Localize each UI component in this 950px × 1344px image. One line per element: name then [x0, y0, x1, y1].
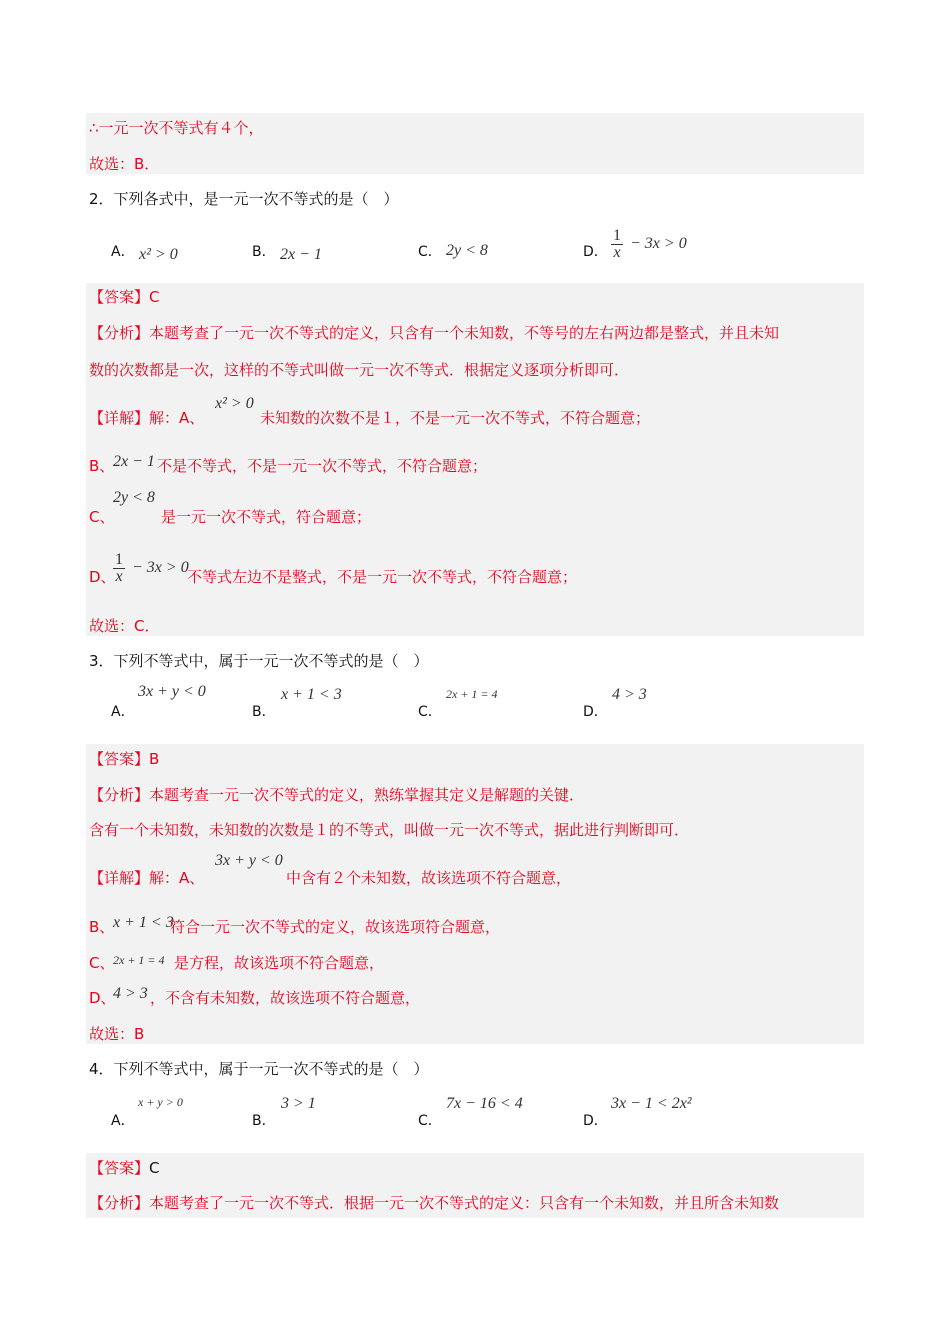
q2-detail-b-prefix: B、	[89, 457, 115, 475]
q3-option-b-label: B．	[252, 704, 276, 720]
q2-option-c-math: 2y < 8	[446, 242, 488, 259]
q2-detail-prefix: 【详解】解：A、	[89, 409, 205, 427]
q3-detail-d-prefix: D、	[89, 989, 116, 1007]
q3-option-d-label: D．	[583, 704, 608, 720]
q2-detail-d-fraction: $\frac{1}{x}$	[115, 551, 123, 585]
q2-option-a-label: A．	[111, 244, 135, 260]
q3-analysis-line1: 【分析】本题考查一元一次不等式的定义，熟练掌握其定义是解题的关键．	[89, 786, 585, 804]
q4-answer-value: C	[149, 1159, 160, 1177]
q4-answer	[89, 1158, 160, 1178]
q3-detail-b-text: 符合一元一次不等式的定义，故该选项符合题意，	[170, 918, 501, 936]
q3-option-b-math: x + 1 < 3	[281, 686, 342, 703]
q3-detail-b-math: x + 1 < 3	[113, 914, 174, 931]
prev-choice-line: 故选：B．	[89, 155, 160, 173]
q4-option-b-math: 3 > 1	[281, 1095, 316, 1112]
q4-analysis-line1: 【分析】本题考查了一元一次不等式．根据一元一次不等式的定义：只含有一个未知数，并且所含未知数	[89, 1194, 780, 1212]
prev-conclusion-line: ∴一元一次不等式有４个，	[89, 119, 264, 137]
q3-option-a-label: A．	[111, 704, 135, 720]
q2-detail-d-text: 不等式左边不是整式，不是一元一次不等式，不符合题意；	[187, 568, 578, 586]
q4-option-d-math: 3x − 1 < 2x²	[611, 1095, 692, 1112]
q2-detail-d-math: $\frac{1}{x}$ − 3x > 0	[115, 551, 189, 585]
q4-answer-tag: 【答案】	[89, 1159, 150, 1177]
q3-detail-d-math: 4 > 3	[113, 985, 148, 1002]
q3-detail-c-text: 是方程，故该选项不符合题意，	[174, 954, 385, 972]
q2-option-b-math: 2x − 1	[280, 246, 322, 263]
q3-detail-c-prefix: C、	[89, 954, 115, 972]
q3-detail-a-math: 3x + y < 0	[215, 852, 283, 869]
q2-option-a-math: x² > 0	[139, 246, 178, 263]
q3-detail-c-math: 2x + 1 = 4	[113, 953, 165, 967]
q2-detail-a-math: x² > 0	[215, 395, 254, 412]
q2-analysis-line1: 【分析】本题考查了一元一次不等式的定义，只含有一个未知数，不等号的左右两边都是整式，并且未知	[89, 324, 780, 342]
q3-conclusion: 故选：B	[89, 1025, 145, 1043]
q2-detail-b-math: 2x − 1	[113, 453, 155, 470]
q3-option-c-label: C．	[418, 704, 442, 720]
q3-detail-a-text: 中含有２个未知数，故该选项不符合题意，	[286, 869, 572, 887]
q3-detail-b-prefix: B、	[89, 918, 115, 936]
q2-detail-c-math: 2y < 8	[113, 489, 155, 506]
q2-detail-c-text: 是一元一次不等式，符合题意；	[161, 508, 372, 526]
q3-detail-d-text: ，不含有未知数，故该选项不符合题意，	[150, 989, 421, 1007]
q3-stem: 3．下列不等式中，属于一元一次不等式的是（ ）	[89, 652, 429, 670]
q3-analysis-line2: 含有一个未知数，未知数的次数是１的不等式，叫做一元一次不等式，据此进行判断即可．	[89, 821, 690, 839]
q4-option-a-math: x + y > 0	[138, 1095, 183, 1109]
q3-detail-prefix: 【详解】解：A、	[89, 869, 205, 887]
q2-option-d-fraction: $\frac{1}{x}$	[613, 227, 621, 261]
q4-option-b-label: B．	[252, 1113, 276, 1129]
q2-option-b-label: B．	[252, 244, 276, 260]
q2-analysis-line2: 数的次数都是一次，这样的不等式叫做一元一次不等式．根据定义逐项分析即可．	[89, 361, 630, 379]
q2-stem: 2．下列各式中，是一元一次不等式的是（ ）	[89, 190, 399, 208]
q2-detail-c-prefix: C、	[89, 508, 115, 526]
q4-option-c-math: 7x − 16 < 4	[446, 1095, 523, 1112]
q3-answer: 【答案】B	[89, 750, 160, 768]
q2-answer: 【答案】C	[89, 288, 160, 306]
q4-option-c-label: C．	[418, 1113, 442, 1129]
q4-option-d-label: D．	[583, 1113, 608, 1129]
q2-conclusion: 故选：C．	[89, 617, 160, 635]
q2-option-d-label: D．	[583, 244, 608, 260]
q2-option-c-label: C．	[418, 244, 442, 260]
q2-option-d-math: $\frac{1}{x}$ − 3x > 0	[613, 227, 687, 261]
q2-detail-a-text: 未知数的次数不是１，不是一元一次不等式，不符合题意；	[260, 409, 651, 427]
q3-option-d-math: 4 > 3	[612, 686, 647, 703]
q3-option-c-math: 2x + 1 = 4	[446, 687, 498, 701]
q4-stem: 4．下列不等式中，属于一元一次不等式的是（ ）	[89, 1060, 429, 1078]
q3-option-a-math: 3x + y < 0	[138, 683, 206, 700]
q4-option-a-label: A．	[111, 1113, 135, 1129]
q2-detail-b-text: 不是不等式，不是一元一次不等式，不符合题意；	[157, 457, 488, 475]
q2-detail-d-prefix: D、	[89, 568, 116, 586]
